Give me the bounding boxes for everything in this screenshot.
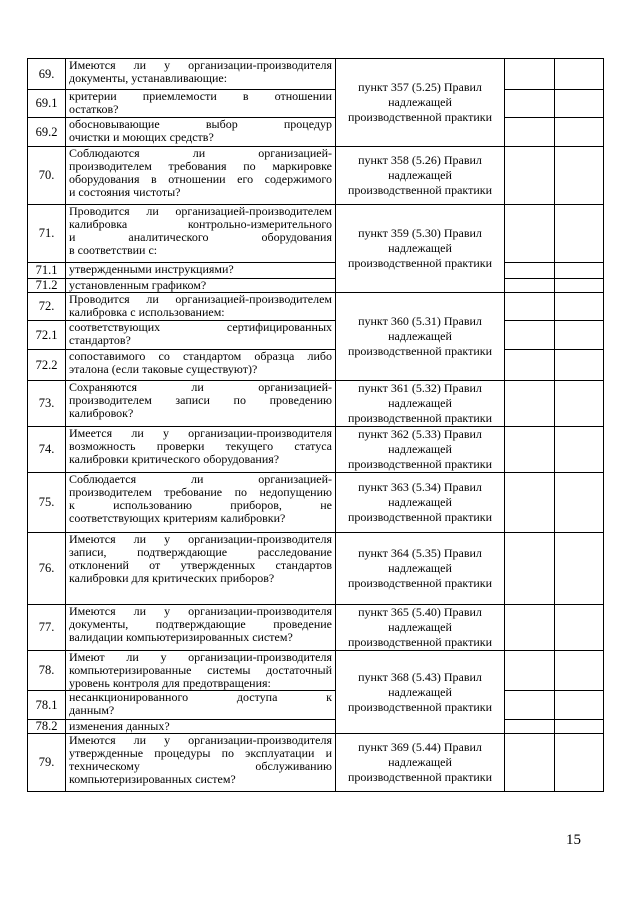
question-text [66, 427, 336, 473]
item-number: 71.2 [28, 279, 66, 293]
answer-cell[interactable] [505, 605, 555, 651]
question-line: документы, подтверждающие проведение [69, 617, 332, 631]
table-row [28, 473, 604, 533]
question-line: соответствующих критериям калибровки? [69, 511, 286, 525]
item-number: 74. [28, 427, 66, 473]
question-line: Соблюдается ли организацией- [69, 472, 332, 486]
question-text [66, 381, 336, 427]
table-row [28, 293, 604, 321]
checklist-table-wrapper [27, 58, 603, 792]
note-cell[interactable] [555, 651, 604, 691]
item-number: 79. [28, 734, 66, 792]
question-text [66, 147, 336, 205]
item-number: 73. [28, 381, 66, 427]
table-row [28, 321, 604, 350]
answer-cell[interactable] [505, 293, 555, 321]
question-line: калибровки для критических приборов? [69, 571, 275, 585]
question-line: Имеются ли у организации-производителя [69, 604, 332, 618]
note-cell[interactable] [555, 321, 604, 350]
question-line: очистки и моющих средств? [69, 130, 214, 144]
item-number: 72. [28, 293, 66, 321]
question-line: и аналитического оборудования [69, 230, 332, 244]
table-row [28, 59, 604, 90]
question-line: производителем требования по маркировке [69, 159, 332, 173]
table-row [28, 381, 604, 427]
question-line: записи, подтверждающие расследование [69, 545, 332, 559]
table-row [28, 118, 604, 147]
table-row [28, 263, 604, 279]
question-text [66, 720, 336, 734]
table-row [28, 533, 604, 605]
question-text [66, 691, 336, 720]
question-line: Имеются ли у организации-производителя [69, 733, 332, 747]
note-cell[interactable] [555, 734, 604, 792]
note-cell[interactable] [555, 90, 604, 118]
question-line: Проводится ли организацией-производителем [69, 204, 332, 218]
item-number: 69.1 [28, 90, 66, 118]
answer-cell[interactable] [505, 651, 555, 691]
question-line: несанкционированного доступа к [69, 690, 332, 704]
note-cell[interactable] [555, 59, 604, 90]
question-line: соответствующих сертифицированных [69, 320, 332, 334]
question-text [66, 59, 336, 90]
legal-reference: пункт 360 (5.31) Правил надлежащей производственной практики [336, 293, 505, 381]
question-text [66, 293, 336, 321]
table-row [28, 279, 604, 293]
page-number: 15 [566, 832, 581, 848]
question-text [66, 605, 336, 651]
note-cell[interactable] [555, 473, 604, 533]
question-line: калибровка контрольно-измерительного [69, 217, 332, 231]
table-row [28, 350, 604, 381]
question-line: в соответствии с: [69, 243, 158, 257]
question-line: данным? [69, 703, 115, 717]
table-row [28, 605, 604, 651]
answer-cell[interactable] [505, 321, 555, 350]
table-row [28, 691, 604, 720]
item-number: 69.2 [28, 118, 66, 147]
question-line: утвержденные процедуры по эксплуатации и [69, 746, 332, 760]
table-row [28, 90, 604, 118]
legal-reference: пункт 357 (5.25) Правил надлежащей производственной практики [336, 59, 505, 147]
answer-cell[interactable] [505, 691, 555, 720]
question-line: возможность проверки текущего статуса [69, 439, 332, 453]
note-cell[interactable] [555, 147, 604, 205]
answer-cell[interactable] [505, 720, 555, 734]
question-text [66, 205, 336, 263]
question-line: утвержденными инструкциями? [69, 262, 234, 276]
answer-cell[interactable] [505, 473, 555, 533]
answer-cell[interactable] [505, 118, 555, 147]
legal-reference: пункт 358 (5.26) Правил надлежащей производственной практики [336, 147, 505, 205]
answer-cell[interactable] [505, 734, 555, 792]
question-line: обосновывающие выбор процедур [69, 117, 332, 131]
question-line: валидации компьютеризированных систем? [69, 630, 293, 644]
item-number: 71.1 [28, 263, 66, 279]
checklist-table [27, 58, 604, 792]
legal-reference: пункт 361 (5.32) Правил надлежащей производственной практики [336, 381, 505, 427]
table-row [28, 734, 604, 792]
note-cell[interactable] [555, 427, 604, 473]
item-number: 72.1 [28, 321, 66, 350]
answer-cell[interactable] [505, 381, 555, 427]
table-row [28, 205, 604, 263]
answer-cell[interactable] [505, 263, 555, 279]
answer-cell[interactable] [505, 59, 555, 90]
question-line: сопоставимого со стандартом образца либо [69, 349, 332, 363]
answer-cell[interactable] [505, 205, 555, 263]
question-line: Имеется ли у организации-производителя [69, 426, 332, 440]
answer-cell[interactable] [505, 147, 555, 205]
note-cell[interactable] [555, 533, 604, 605]
legal-reference: пункт 364 (5.35) Правил надлежащей производственной практики [336, 533, 505, 605]
question-line: критерии приемлемости в отношении [69, 89, 332, 103]
legal-reference: пункт 368 (5.43) Правил надлежащей производственной практики [336, 651, 505, 734]
table-row [28, 427, 604, 473]
answer-cell[interactable] [505, 90, 555, 118]
answer-cell[interactable] [505, 533, 555, 605]
answer-cell[interactable] [505, 350, 555, 381]
legal-reference: пункт 363 (5.34) Правил надлежащей производственной практики [336, 473, 505, 533]
question-line: документы, устанавливающие: [69, 71, 228, 85]
question-line: и состояния чистоты? [69, 185, 181, 199]
item-number: 69. [28, 59, 66, 90]
question-line: компьютеризированных систем? [69, 772, 236, 786]
question-line: уровень контроля для предотвращения: [69, 676, 271, 690]
note-cell[interactable] [555, 279, 604, 293]
question-text [66, 321, 336, 350]
question-text [66, 350, 336, 381]
question-text [66, 118, 336, 147]
question-line: техническому обслуживанию [69, 759, 332, 773]
item-number: 78.2 [28, 720, 66, 734]
item-number: 78.1 [28, 691, 66, 720]
note-cell[interactable] [555, 293, 604, 321]
question-line: калибровки критического оборудования? [69, 452, 280, 466]
note-cell[interactable] [555, 350, 604, 381]
question-line: Имеются ли у организации-производителя [69, 58, 332, 72]
question-line: остатков? [69, 102, 119, 116]
note-cell[interactable] [555, 118, 604, 147]
question-text [66, 473, 336, 533]
note-cell[interactable] [555, 263, 604, 279]
question-line: установленным графиком? [69, 278, 207, 292]
legal-reference: пункт 359 (5.30) Правил надлежащей производственной практики [336, 205, 505, 293]
note-cell[interactable] [555, 605, 604, 651]
question-text [66, 533, 336, 605]
question-line: оборудования в отношении его содержимого [69, 172, 332, 186]
answer-cell[interactable] [505, 279, 555, 293]
question-line: производителем требование по недопущению [69, 485, 332, 499]
legal-reference: пункт 362 (5.33) Правил надлежащей производственной практики [336, 427, 505, 473]
table-row [28, 720, 604, 734]
question-line: Имеют ли у организации-производителя [69, 650, 332, 664]
question-line: изменения данных? [69, 719, 170, 733]
item-number: 76. [28, 533, 66, 605]
item-number: 71. [28, 205, 66, 263]
question-line: компьютеризированные системы достаточный [69, 663, 332, 677]
question-line: калибровок? [69, 406, 134, 420]
table-row [28, 651, 604, 691]
question-line: калибровка с использованием: [69, 305, 225, 319]
question-text [66, 263, 336, 279]
legal-reference: пункт 369 (5.44) Правил надлежащей производственной практики [336, 734, 505, 792]
note-cell[interactable] [555, 205, 604, 263]
legal-reference: пункт 365 (5.40) Правил надлежащей производственной практики [336, 605, 505, 651]
question-text [66, 651, 336, 691]
item-number: 75. [28, 473, 66, 533]
note-cell[interactable] [555, 691, 604, 720]
question-line: Сохраняются ли организацией- [69, 380, 332, 394]
question-line: отклонений от утвержденных стандартов [69, 558, 332, 572]
question-line: производителем записи по проведению [69, 393, 332, 407]
answer-cell[interactable] [505, 427, 555, 473]
question-line: Проводится ли организацией-производителем [69, 292, 332, 306]
item-number: 78. [28, 651, 66, 691]
item-number: 77. [28, 605, 66, 651]
question-text [66, 279, 336, 293]
item-number: 72.2 [28, 350, 66, 381]
note-cell[interactable] [555, 720, 604, 734]
question-line: эталона (если таковые существуют)? [69, 362, 258, 376]
note-cell[interactable] [555, 381, 604, 427]
question-text [66, 734, 336, 792]
question-line: стандартов? [69, 333, 131, 347]
question-line: Соблюдаются ли организацией- [69, 146, 332, 160]
item-number: 70. [28, 147, 66, 205]
question-line: к использованию приборов, не [69, 498, 332, 512]
table-row [28, 147, 604, 205]
question-text [66, 90, 336, 118]
question-line: Имеются ли у организации-производителя [69, 532, 332, 546]
